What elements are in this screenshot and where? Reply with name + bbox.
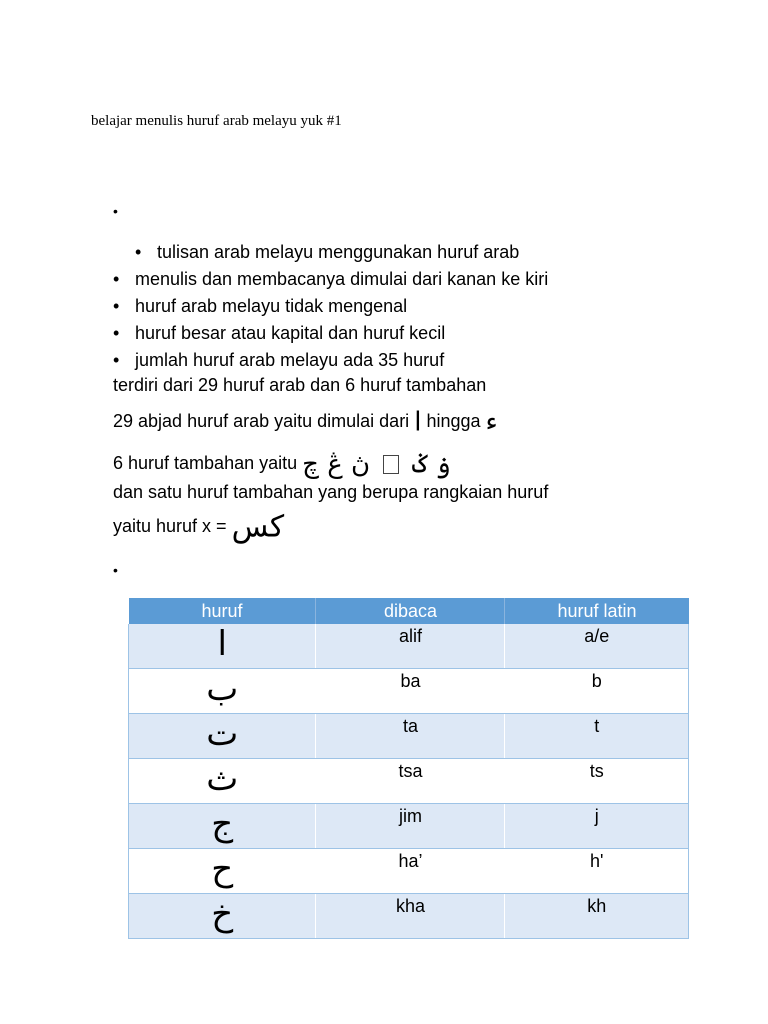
- cell-dibaca: tsa: [316, 759, 505, 804]
- empty-bullet: •: [113, 203, 118, 219]
- abjad-middle: hingga: [426, 411, 481, 431]
- paragraph-total: terdiri dari 29 huruf arab dan 6 huruf tambahan: [113, 375, 487, 395]
- arabic-letter-start: ا: [414, 407, 422, 438]
- cell-huruf: ا: [129, 624, 316, 669]
- cell-dibaca: ba: [316, 669, 505, 714]
- paragraph-abjad: [113, 407, 498, 438]
- bullet-marker: •: [113, 296, 120, 316]
- arabic-letter-end: ء: [485, 407, 498, 438]
- cell-latin: b: [505, 669, 689, 714]
- bullet-item: [135, 241, 519, 263]
- cell-huruf: ح: [129, 849, 316, 894]
- cell-dibaca: jim: [316, 804, 505, 849]
- bullet-item: [113, 322, 445, 344]
- bullet-marker: •: [135, 242, 142, 262]
- bullet-item: [113, 295, 407, 317]
- bullet-marker: •: [113, 350, 120, 370]
- page-title: belajar menulis huruf arab melayu yuk #1: [91, 113, 342, 129]
- bullet-text: huruf besar atau kapital dan huruf kecil: [135, 323, 446, 343]
- header-huruf-latin: huruf latin: [505, 598, 689, 624]
- cell-huruf: ب: [129, 669, 316, 714]
- bullet-text: huruf arab melayu tidak mengenal: [135, 296, 408, 316]
- additional-prefix: 6 huruf tambahan yaitu: [113, 453, 298, 473]
- paragraph-additional: [113, 449, 451, 480]
- cell-latin: h': [505, 849, 689, 894]
- bullet-marker: •: [113, 323, 120, 343]
- cell-latin: j: [505, 804, 689, 849]
- arabic-x-letters: کس: [231, 509, 285, 545]
- cell-latin: t: [505, 714, 689, 759]
- bullet-item: [113, 268, 548, 290]
- table-row: [129, 624, 689, 669]
- bullet-marker: •: [113, 269, 120, 289]
- missing-glyph-box: [383, 455, 399, 474]
- header-huruf: huruf: [129, 598, 316, 624]
- bullet-text: menulis dan membacanya dimulai dari kanan ke kiri: [135, 269, 549, 289]
- cell-latin: kh: [505, 894, 689, 939]
- table-row: [129, 894, 689, 939]
- table-row: [129, 849, 689, 894]
- cell-dibaca: ha’: [316, 849, 505, 894]
- cell-dibaca: alif: [316, 624, 505, 669]
- bullet-text: tulisan arab melayu menggunakan huruf arab: [157, 242, 520, 262]
- table-row: [129, 804, 689, 849]
- arabic-letters-group-a: ۏ ݢ: [412, 449, 451, 480]
- arabic-letters-group-b: ڽ ڠ چ: [302, 449, 371, 480]
- empty-bullet: •: [113, 562, 118, 578]
- bullet-text: jumlah huruf arab melayu ada 35 huruf: [135, 350, 445, 370]
- cell-huruf: ج: [129, 804, 316, 849]
- cell-huruf: ث: [129, 759, 316, 804]
- abjad-prefix: 29 abjad huruf arab yaitu dimulai dari: [113, 411, 410, 431]
- paragraph-rangkaian: dan satu huruf tambahan yang berupa rangkaian huruf: [113, 482, 549, 502]
- cell-dibaca: ta: [316, 714, 505, 759]
- cell-huruf: خ: [129, 894, 316, 939]
- header-dibaca: dibaca: [316, 598, 505, 624]
- letters-table: [128, 598, 689, 939]
- cell-latin: ts: [505, 759, 689, 804]
- table-row: [129, 714, 689, 759]
- table-row: [129, 669, 689, 714]
- table-header-row: [129, 598, 689, 624]
- bullet-item: [113, 349, 444, 371]
- paragraph-x: [113, 509, 285, 545]
- table-row: [129, 759, 689, 804]
- cell-dibaca: kha: [316, 894, 505, 939]
- cell-huruf: ت: [129, 714, 316, 759]
- x-prefix: yaitu huruf x =: [113, 516, 227, 536]
- cell-latin: a/e: [505, 624, 689, 669]
